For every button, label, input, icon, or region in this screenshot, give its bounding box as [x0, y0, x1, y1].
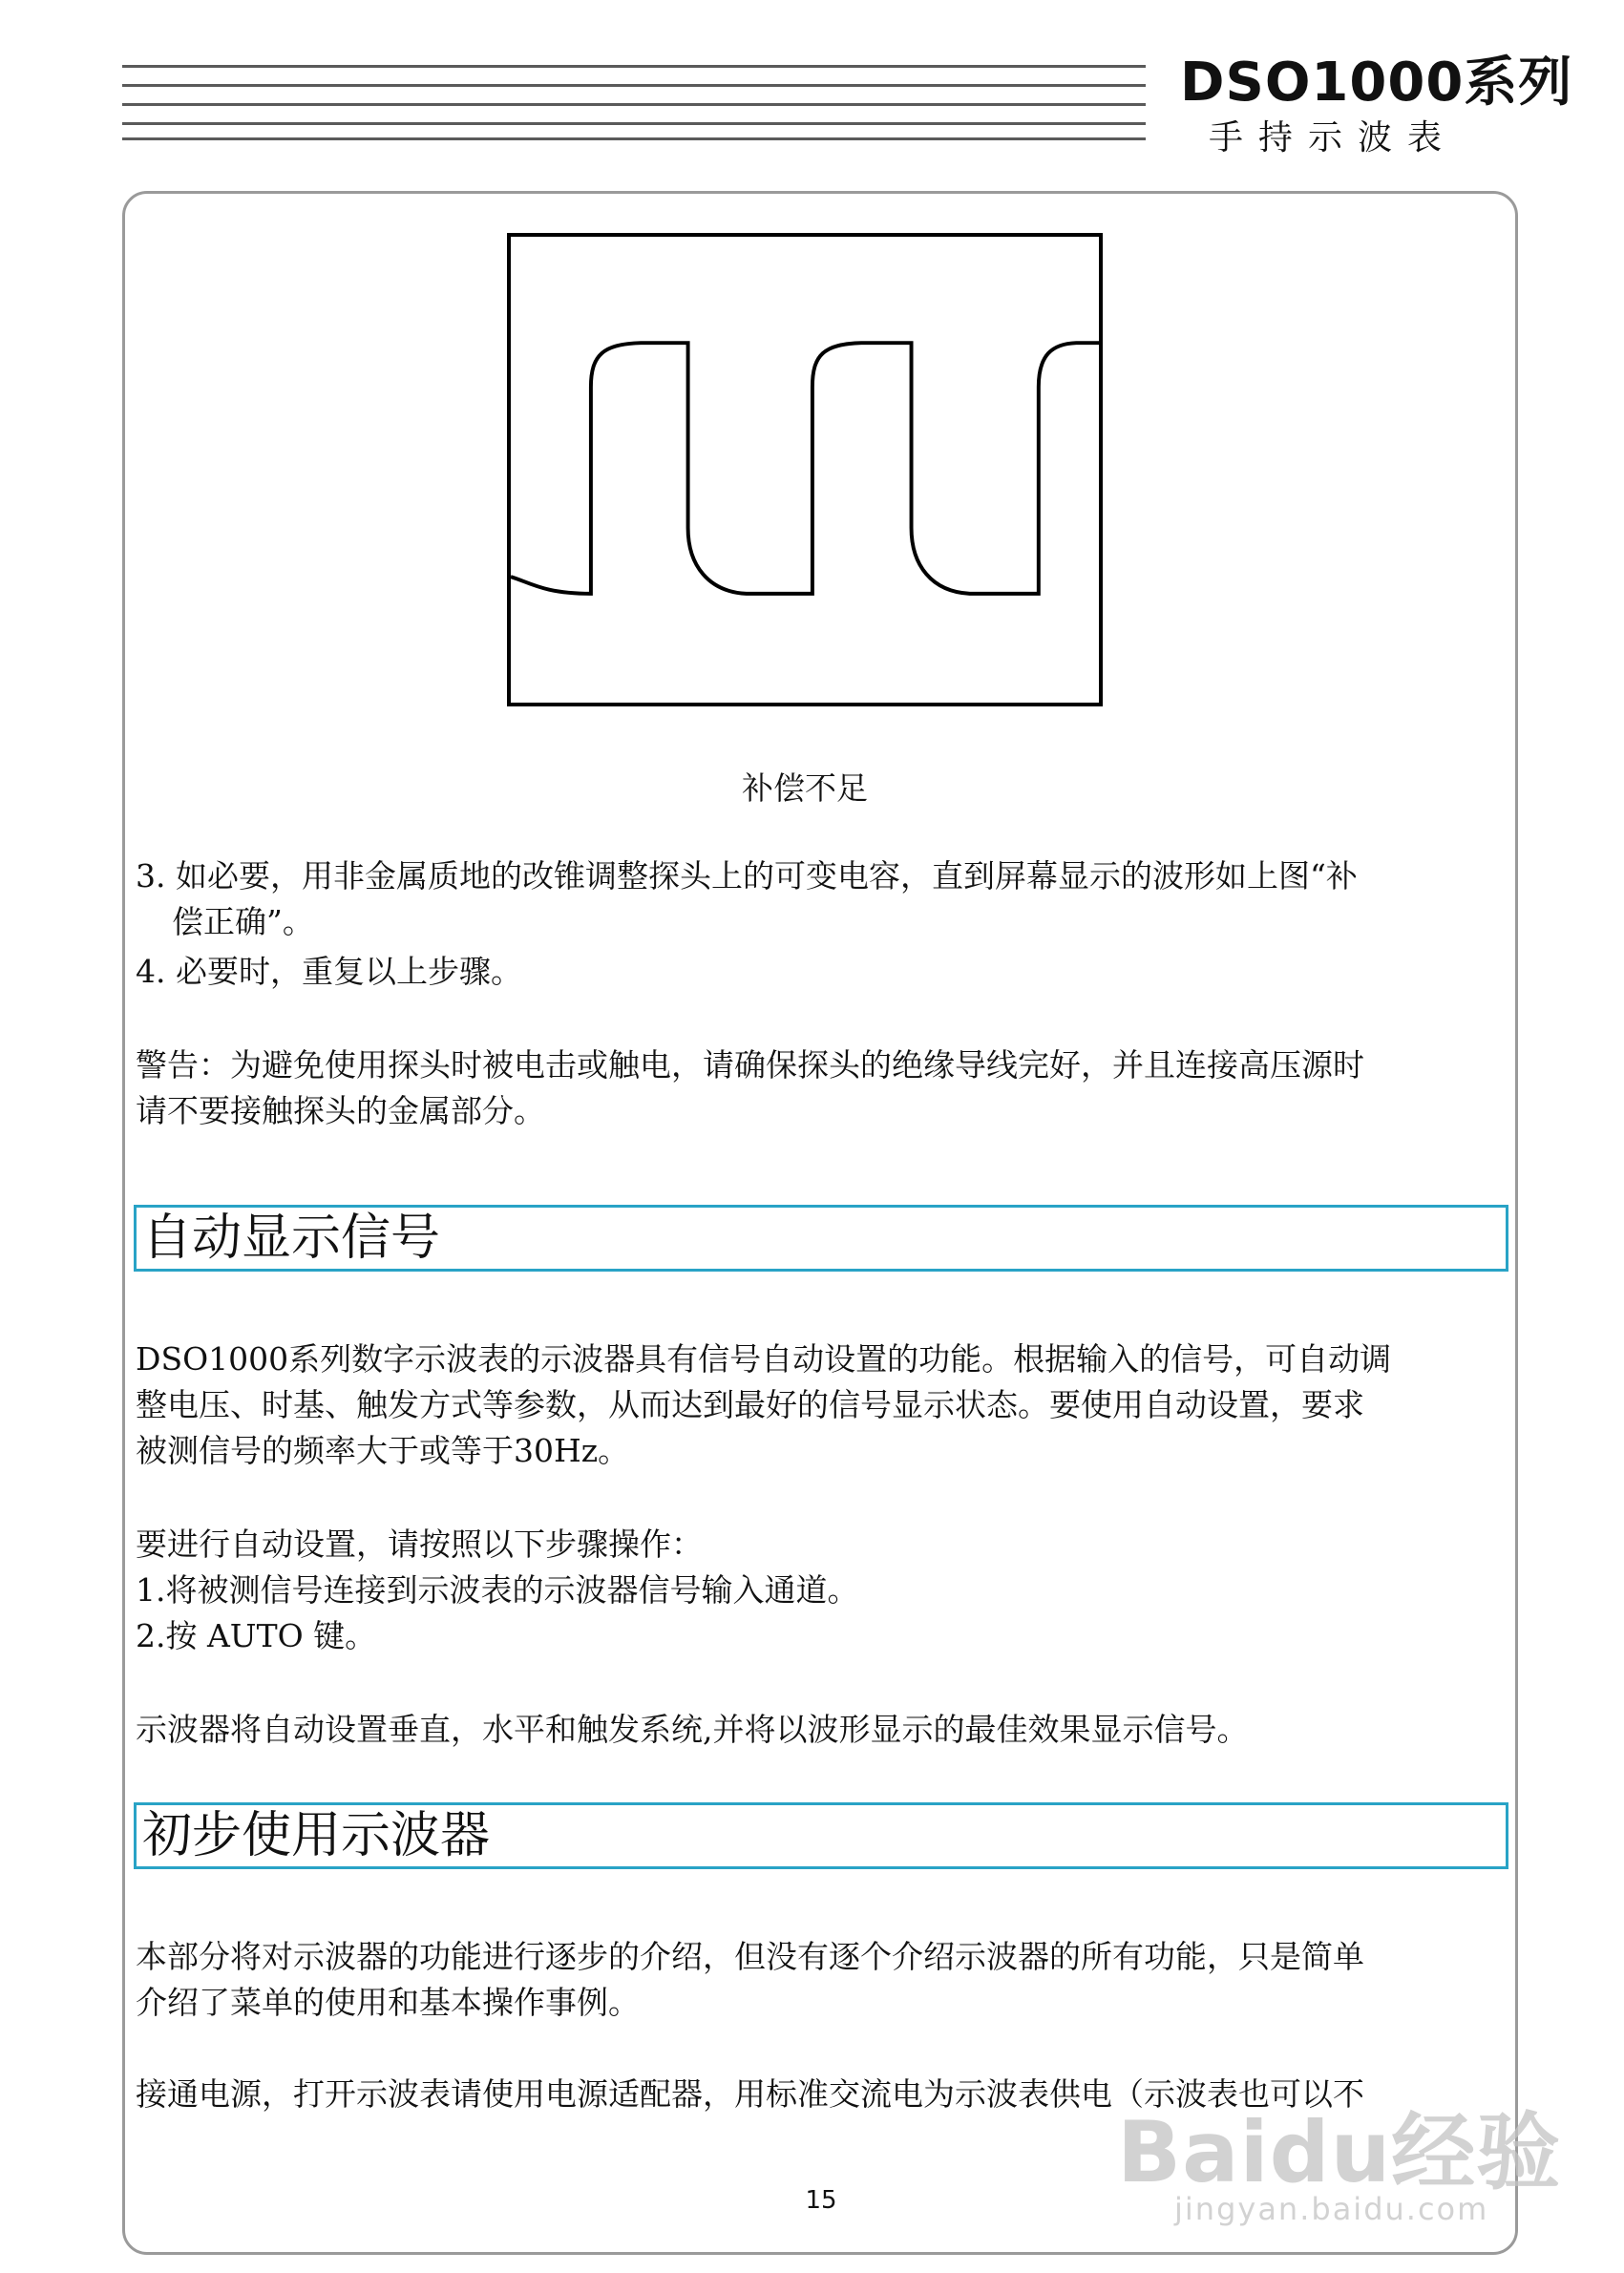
intro-line-2: 整电压、时基、触发方式等参数，从而达到最好的信号显示状态。要使用自动设置，要求	[136, 1386, 1364, 1423]
warning-line-2: 请不要接触探头的金属部分。	[136, 1092, 545, 1129]
intro-line-1: DSO1000系列数字示波表的示波器具有信号自动设置的功能。根据输入的信号，可自动调	[136, 1340, 1392, 1378]
section-heading-text: 自动显示信号	[142, 1210, 441, 1267]
intro-line-3: 被测信号的频率大于或等于30Hz。	[136, 1432, 630, 1469]
product-subtitle: 手持示波表	[1209, 118, 1458, 158]
figure-caption: 补偿不足	[742, 769, 868, 807]
auto-display-intro	[136, 1336, 1501, 1474]
first-use-line-2: 介绍了菜单的使用和基本操作事例。	[136, 1984, 640, 2021]
auto-setup-steps	[136, 1522, 1501, 1659]
watermark-url: jingyan.baidu.com	[1174, 2191, 1489, 2227]
step-3-line-2: 偿正确”。	[172, 903, 314, 940]
watermark-brand: Baidu经验	[1117, 2103, 1562, 2201]
section-heading-auto-display	[134, 1205, 1508, 1272]
setup-line-3: 2.按 AUTO 键。	[136, 1617, 377, 1654]
header-rule-lines	[122, 65, 1146, 141]
page-number: 15	[805, 2186, 837, 2215]
undercompensated-square-wave	[511, 343, 1099, 594]
section-heading-text: 初步使用示波器	[142, 1807, 491, 1864]
waveform-figure	[507, 233, 1103, 706]
baidu-watermark	[1117, 2086, 1613, 2229]
warning-line-1: 警告：为避免使用探头时被电击或触电，请确保探头的绝缘导线完好，并且连接高压源时	[136, 1046, 1364, 1084]
auto-setup-result: 示波器将自动设置垂直，水平和触发系统,并将以波形显示的最佳效果显示信号。	[136, 1711, 1249, 1748]
step-4: 4. 必要时，重复以上步骤。	[136, 953, 522, 990]
step-3-line-1: 3. 如必要，用非金属质地的改锥调整探头上的可变电容，直到屏幕显示的波形如上图“补	[136, 857, 1358, 894]
series-title: DSO1000系列	[1180, 52, 1573, 114]
warning-text	[136, 1042, 1501, 1134]
section-heading-first-use	[134, 1802, 1508, 1869]
setup-line-2: 1.将被测信号连接到示波表的示波器信号输入通道。	[136, 1571, 859, 1609]
first-use-intro	[136, 1934, 1501, 2026]
power-on-text: 接通电源，打开示波表请使用电源适配器，用标准交流电为示波表供电（示波表也可以不	[136, 2075, 1364, 2113]
first-use-line-1: 本部分将对示波器的功能进行逐步的介绍，但没有逐个介绍示波器的所有功能，只是简单	[136, 1938, 1364, 1975]
setup-line-1: 要进行自动设置，请按照以下步骤操作：	[136, 1526, 703, 1563]
step-3	[136, 853, 1501, 945]
